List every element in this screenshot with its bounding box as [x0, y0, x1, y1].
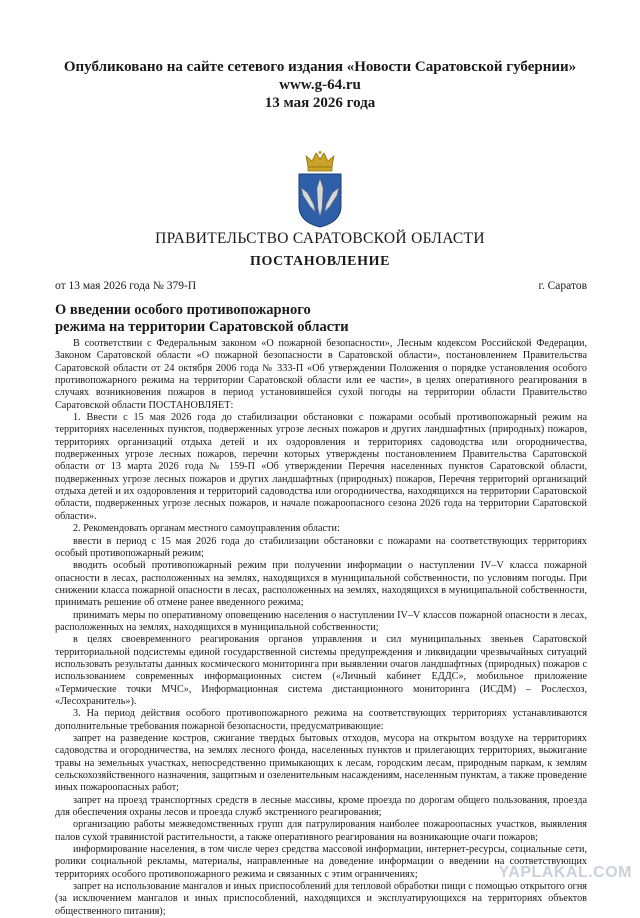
decree-subject-title: [55, 302, 375, 336]
document-type-title: ПОСТАНОВЛЕНИЕ: [249, 254, 391, 269]
saratov-coat-of-arms-icon: [291, 150, 349, 230]
publication-website: www.g-64.ru: [279, 77, 361, 93]
subject-line: режима на территории Саратовской области: [55, 319, 349, 335]
decree-city: г. Саратов: [538, 280, 587, 292]
crown-icon: [306, 151, 334, 171]
body-paragraph: запрет на проезд транспортных средств в лесные массивы, кроме проезда по дорогам общего пользования, проезда для обеспечения охраны лесов и проезда служб экстренного реагирования;: [55, 794, 587, 819]
body-paragraph: вводить особый противопожарный режим при получении информации о наступлении IV–V класса пожарной опасности в лесах, расположенных на землях, находящихся в муниципальной собственности, по условиям погоды. При снижении класса пожарной опасности в лесах, расположенных на землях, находящихся в муниципальной собственности, принимать решение об отмене ранее введенного режима;: [55, 560, 587, 609]
body-paragraph: ввести в период с 15 мая 2026 года до стабилизации обстановки с пожарами на соответствующих территориях особый противопожарный режим;: [55, 535, 587, 559]
body-paragraph: 2. Рекомендовать органам местного самоуправления области:: [73, 523, 340, 535]
publication-line: Опубликовано на сайте сетевого издания «Новости Саратовской губернии»: [63, 59, 577, 75]
site-watermark: YAPLAKAL.COM: [498, 864, 632, 881]
body-paragraph: 3. На период действия особого противопожарного режима на соответствующих территориях устанавливаются дополнительные требования пожарной безопасности, предусматривающие:: [55, 708, 587, 732]
publication-date: 13 мая 2026 года: [264, 95, 376, 111]
body-paragraph: принимать меры по оперативному оповещению населения о наступлении IV–V классов пожарной опасности в лесах, расположенных на землях, находящихся в муниципальной собственности;: [55, 609, 587, 633]
publication-header: [40, 58, 600, 112]
body-paragraph: информирование населения, в том числе через средства массовой информации, интернет-ресурсы, социальные сети, ролики социальной рекламы, материалы, направленные на доведение информации о введении на соответствующих территориях особого противопожарного режима и связанных с этим ограничениях;: [55, 844, 587, 880]
body-paragraph: запрет на разведение костров, сжигание твердых бытовых отходов, мусора на открытом воздухе на территориях садоводства и огородничества, на землях лесного фонда, населенных пунктов и прилегающих территориях, выжигание травы на земельных участках, непосредственно примыкающих к лесам, городским лесам, природным паркам, к землям сельскохозяйственного назначения, защитным и озеленительным насаждениям, населенным пунктам, а также проведение иных пожароопасных работ;: [55, 733, 587, 794]
body-paragraph: В соответствии с Федеральным законом «О пожарной безопасности», Лесным кодексом Российской Федерации, Законом Саратовской области «О пожарной безопасности в Саратовской области», постановлением Правительства Саратовской области от 24 октября 2006 года № 333-П «Об утверждении Положения о порядке установления особого противопожарного режима на территории Саратовской области или ее части», в целях оперативного реагирования в случаях возникновения пожаров в период установившейся сухой погоды на территории области Правительство Саратовской области ПОСТАНОВЛЯЕТ:: [55, 338, 587, 411]
decree-date-number: от 13 мая 2026 года № 379-П: [55, 280, 197, 292]
date-number-line: [55, 280, 587, 292]
organization-title: ПРАВИТЕЛЬСТВО САРАТОВСКОЙ ОБЛАСТИ: [155, 230, 485, 247]
body-paragraph: организацию работы межведомственных групп для патрулирования наиболее пожароопасных участков, выявления палов сухой травянистой растительности, а также оперативного реагирования на возникающие очаги пожаров;: [55, 819, 587, 843]
body-paragraph: в целях своевременного реагирования органов управления и сил муниципальных звеньев Саратовской территориальной подсистемы единой государственной системы предупреждения и ликвидации чрезвычайных ситуаций использовать результаты данных космического мониторинга при выявлении очагов ландшафтных (природных) пожаров с использованием современных информационных систем («Личный кабинет ЕДДС», мобильное приложение «Термические точки МЧС», Информационная система дистанционного мониторинга (ИСДМ) – Рослесхоз, «Лесохранитель»).: [55, 634, 587, 707]
subject-line: О введении особого противопожарного: [55, 302, 311, 318]
body-paragraph: 1. Ввести с 15 мая 2026 года до стабилизации обстановки с пожарами особый противопожарный режим на территориях населенных пунктов, подверженных угрозе лесных пожаров и других ландшафтных (природных) пожаров, территориях организаций отдыха детей и их оздоровления и территориях садоводства или огородничества, подверженных угрозе лесных пожаров, перечни которых утверждены постановлением Правительства Саратовской области от 13 марта 2026 года № 159-П «Об утверждении Перечня населенных пунктов Саратовской области, подверженных угрозе лесных пожаров и других ландшафтных (природных) пожаров, Перечня территорий организаций отдыха детей и их оздоровления и территорий садоводства или огородничества, находящихся на территории Саратовской области, подверженных угрозе лесных пожаров, и начале пожароопасного сезона 2026 года на территории Саратовской области».: [55, 412, 587, 522]
body-paragraph: запрет на использование мангалов и иных приспособлений для тепловой обработки пищи с помощью открытого огня (за исключением мангалов и иных приспособлений, находящихся и эксплуатирующихся на территориях объектов общественного питания);: [55, 881, 587, 917]
decree-body: [55, 338, 587, 918]
